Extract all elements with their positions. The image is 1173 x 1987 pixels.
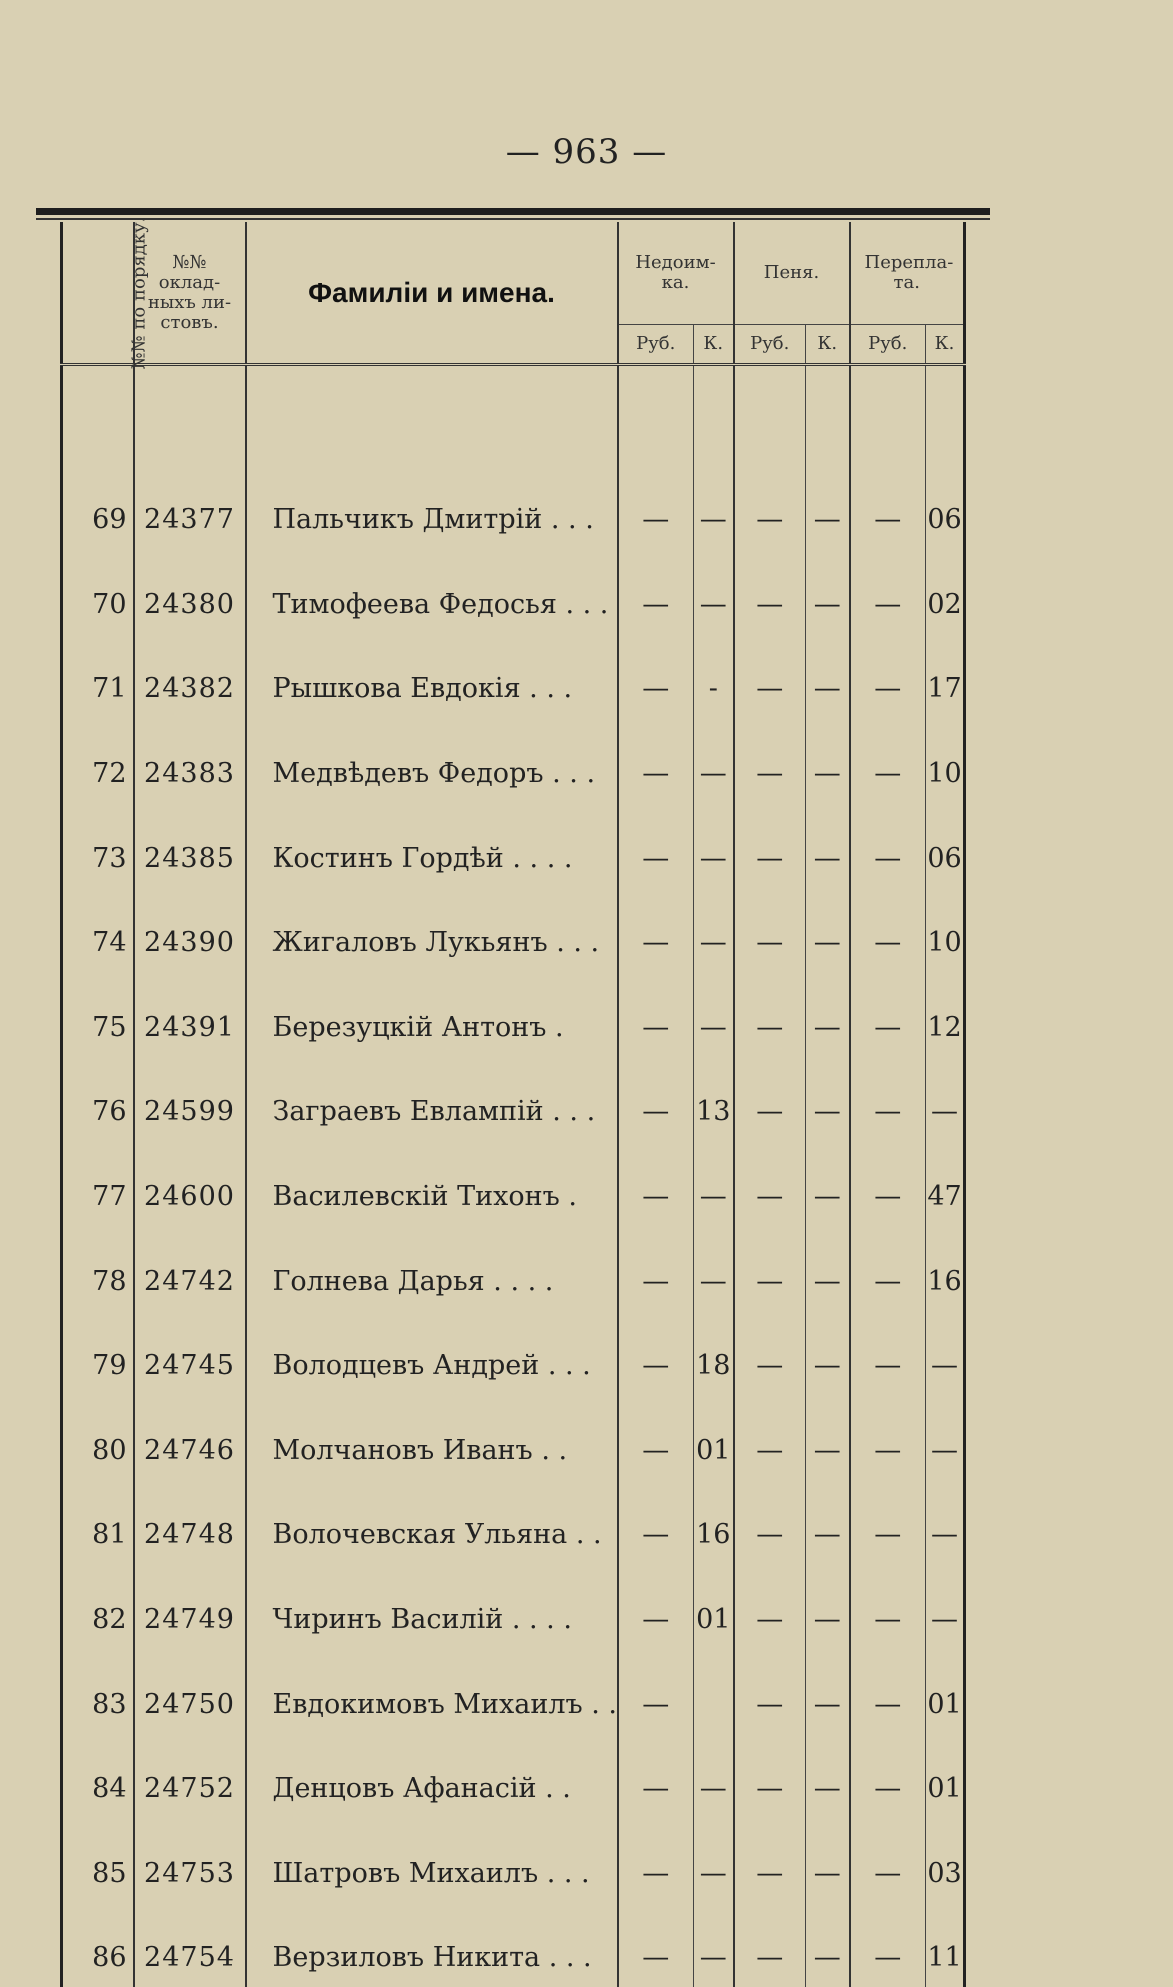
person-name: Костинъ Гордѣй . . . . — [246, 803, 618, 888]
row-number: 85 — [62, 1818, 134, 1903]
sheet-number: 24380 — [134, 549, 246, 634]
arrears-kop: — — [694, 465, 734, 550]
arrears-rub: — — [618, 634, 694, 719]
header-sheet-no — [134, 222, 246, 365]
penalty-kop: — — [806, 1226, 850, 1311]
arrears-kop: — — [694, 1818, 734, 1903]
penalty-rub: — — [734, 1311, 806, 1396]
arrears-rub: — — [618, 972, 694, 1057]
table-row — [62, 1480, 965, 1565]
arrears-kop: — — [694, 549, 734, 634]
table-row — [62, 1734, 965, 1819]
person-name: Денцовъ Афанасій . . — [246, 1734, 618, 1819]
arrears-rub: — — [618, 1141, 694, 1226]
penalty-rub: — — [734, 803, 806, 888]
arrears-rub: — — [618, 1226, 694, 1311]
person-name: Медвѣдевъ Федоръ . . . — [246, 718, 618, 803]
overpayment-kop: 01 — [926, 1734, 965, 1819]
header-order-no-label: №№ по порядку. — [128, 216, 150, 369]
header-names: Фамиліи и имена. — [246, 222, 618, 365]
arrears-kop: — — [694, 803, 734, 888]
table-row — [62, 634, 965, 719]
penalty-kop: — — [806, 465, 850, 550]
header-arrears: Недоим-ка. — [618, 222, 734, 325]
penalty-kop: — — [806, 634, 850, 719]
overpayment-rub: — — [850, 1564, 926, 1649]
arrears-rub: — — [618, 1903, 694, 1987]
overpayment-rub: — — [850, 1057, 926, 1142]
person-name: Жигаловъ Лукьянъ . . . — [246, 888, 618, 973]
arrears-rub: — — [618, 1395, 694, 1480]
overpayment-kop: — — [926, 1311, 965, 1396]
penalty-rub: — — [734, 1395, 806, 1480]
header-penalty-kop: К. — [806, 325, 850, 365]
overpayment-rub: — — [850, 888, 926, 973]
arrears-rub: — — [618, 718, 694, 803]
penalty-kop: — — [806, 1141, 850, 1226]
arrears-kop: — — [694, 1226, 734, 1311]
penalty-rub: — — [734, 1818, 806, 1903]
row-number: 71 — [62, 634, 134, 719]
overpayment-kop: 03 — [926, 1818, 965, 1903]
person-name: Пальчикъ Дмитрій . . . — [246, 465, 618, 550]
overpayment-rub: — — [850, 718, 926, 803]
overpayment-rub: — — [850, 1480, 926, 1565]
table-row — [62, 1141, 965, 1226]
person-name: Заграевъ Евлампій . . . — [246, 1057, 618, 1142]
row-number: 69 — [62, 465, 134, 550]
table-row — [62, 549, 965, 634]
person-name: Волочевская Ульяна . . — [246, 1480, 618, 1565]
overpayment-rub: — — [850, 1903, 926, 1987]
person-name: Голнева Дарья . . . . — [246, 1226, 618, 1311]
header-penalty: Пеня. — [734, 222, 850, 325]
overpayment-kop: 10 — [926, 718, 965, 803]
overpayment-kop: 47 — [926, 1141, 965, 1226]
overpayment-rub: — — [850, 1818, 926, 1903]
penalty-kop: — — [806, 1818, 850, 1903]
table-row — [62, 1649, 965, 1734]
person-name: Володцевъ Андрей . . . — [246, 1311, 618, 1396]
penalty-rub: — — [734, 1226, 806, 1311]
sheet-number: 24390 — [134, 888, 246, 973]
penalty-rub: — — [734, 549, 806, 634]
arrears-kop: 16 — [694, 1480, 734, 1565]
overpayment-kop: 11 — [926, 1903, 965, 1987]
penalty-rub: — — [734, 1564, 806, 1649]
row-number: 73 — [62, 803, 134, 888]
arrears-kop: 01 — [694, 1564, 734, 1649]
arrears-kop — [694, 1649, 734, 1734]
overpayment-rub: — — [850, 1395, 926, 1480]
overpayment-rub: — — [850, 972, 926, 1057]
penalty-kop: — — [806, 718, 850, 803]
arrears-rub: — — [618, 1818, 694, 1903]
overpayment-kop: 16 — [926, 1226, 965, 1311]
sheet-number: 24745 — [134, 1311, 246, 1396]
overpayment-kop: 17 — [926, 634, 965, 719]
header-arrears-rub: Руб. — [618, 325, 694, 365]
overpayment-kop: 02 — [926, 549, 965, 634]
person-name: Шатровъ Михаилъ . . . — [246, 1818, 618, 1903]
penalty-kop: — — [806, 1395, 850, 1480]
arrears-kop: — — [694, 888, 734, 973]
overpayment-kop: 06 — [926, 465, 965, 550]
penalty-rub: — — [734, 1057, 806, 1142]
top-rule-thin — [36, 218, 990, 220]
penalty-kop: — — [806, 803, 850, 888]
arrears-rub: — — [618, 1734, 694, 1819]
person-name: Чиринъ Василій . . . . — [246, 1564, 618, 1649]
table-row — [62, 1057, 965, 1142]
arrears-kop: — — [694, 718, 734, 803]
row-number: 74 — [62, 888, 134, 973]
row-number: 82 — [62, 1564, 134, 1649]
penalty-rub: — — [734, 1903, 806, 1987]
row-number: 83 — [62, 1649, 134, 1734]
overpayment-kop: 10 — [926, 888, 965, 973]
row-number: 70 — [62, 549, 134, 634]
header-overpayment-kop: К. — [926, 325, 965, 365]
overpayment-kop: — — [926, 1480, 965, 1565]
table-header — [62, 216, 965, 380]
overpayment-rub: — — [850, 1734, 926, 1819]
arrears-kop: — — [694, 1734, 734, 1819]
row-number: 86 — [62, 1903, 134, 1987]
sheet-number: 24750 — [134, 1649, 246, 1734]
penalty-rub: — — [734, 1734, 806, 1819]
overpayment-rub: — — [850, 1649, 926, 1734]
table-row — [62, 803, 965, 888]
person-name: Евдокимовъ Михаилъ . . — [246, 1649, 618, 1734]
penalty-rub: — — [734, 972, 806, 1057]
sheet-number: 24377 — [134, 465, 246, 550]
penalty-rub: — — [734, 1141, 806, 1226]
table-row — [62, 1818, 965, 1903]
arrears-rub: — — [618, 1311, 694, 1396]
header-overpayment: Перепла-та. — [850, 222, 965, 325]
penalty-kop: — — [806, 1311, 850, 1396]
ledger-table — [60, 216, 966, 1987]
arrears-kop: 18 — [694, 1311, 734, 1396]
overpayment-kop: 06 — [926, 803, 965, 888]
arrears-kop: — — [694, 1141, 734, 1226]
penalty-rub: — — [734, 1649, 806, 1734]
sheet-number: 24742 — [134, 1226, 246, 1311]
person-name: Тимофеева Федосья . . . — [246, 549, 618, 634]
person-name: Верзиловъ Никита . . . — [246, 1903, 618, 1987]
row-number: 78 — [62, 1226, 134, 1311]
table-row — [62, 1903, 965, 1987]
row-number: 75 — [62, 972, 134, 1057]
table-row — [62, 1226, 965, 1311]
person-name: Василевскій Тихонъ . — [246, 1141, 618, 1226]
spacer-row — [62, 380, 965, 465]
arrears-rub: — — [618, 1480, 694, 1565]
penalty-rub: — — [734, 465, 806, 550]
row-number: 79 — [62, 1311, 134, 1396]
arrears-kop: — — [694, 1903, 734, 1987]
row-number: 72 — [62, 718, 134, 803]
header-arrears-kop: К. — [694, 325, 734, 365]
penalty-rub: — — [734, 888, 806, 973]
penalty-kop: — — [806, 1734, 850, 1819]
overpayment-kop: 01 — [926, 1649, 965, 1734]
penalty-rub: — — [734, 634, 806, 719]
overpayment-rub: — — [850, 549, 926, 634]
overpayment-kop: — — [926, 1564, 965, 1649]
header-sheet-no-label: №№ оклад-ныхъ ли-стовъ. — [147, 251, 232, 333]
top-rule — [36, 208, 990, 215]
table-row — [62, 1311, 965, 1396]
sheet-number: 24749 — [134, 1564, 246, 1649]
arrears-rub: — — [618, 1649, 694, 1734]
table-row — [62, 1564, 965, 1649]
person-name: Молчановъ Иванъ . . — [246, 1395, 618, 1480]
overpayment-kop: 12 — [926, 972, 965, 1057]
row-number: 81 — [62, 1480, 134, 1565]
penalty-kop: — — [806, 972, 850, 1057]
table-row — [62, 718, 965, 803]
sheet-number: 24748 — [134, 1480, 246, 1565]
penalty-rub: — — [734, 1480, 806, 1565]
table-row — [62, 972, 965, 1057]
penalty-kop: — — [806, 549, 850, 634]
sheet-number: 24746 — [134, 1395, 246, 1480]
penalty-kop: — — [806, 1480, 850, 1565]
penalty-kop: — — [806, 888, 850, 973]
arrears-kop: — — [694, 972, 734, 1057]
sheet-number: 24382 — [134, 634, 246, 719]
table-row — [62, 465, 965, 550]
sheet-number: 24383 — [134, 718, 246, 803]
person-name: Рышкова Евдокія . . . — [246, 634, 618, 719]
page-number: — 963 — — [505, 132, 668, 172]
penalty-kop: — — [806, 1649, 850, 1734]
arrears-rub: — — [618, 803, 694, 888]
arrears-rub: — — [618, 465, 694, 550]
sheet-number: 24600 — [134, 1141, 246, 1226]
arrears-kop: 13 — [694, 1057, 734, 1142]
arrears-kop: 01 — [694, 1395, 734, 1480]
overpayment-rub: — — [850, 1226, 926, 1311]
arrears-rub: — — [618, 888, 694, 973]
header-penalty-rub: Руб. — [734, 325, 806, 365]
sheet-number: 24753 — [134, 1818, 246, 1903]
table-body — [62, 380, 965, 1987]
header-order-no — [62, 216, 150, 369]
overpayment-rub: — — [850, 1141, 926, 1226]
overpayment-rub: — — [850, 803, 926, 888]
sheet-number: 24385 — [134, 803, 246, 888]
header-overpayment-rub: Руб. — [850, 325, 926, 365]
overpayment-kop: — — [926, 1395, 965, 1480]
arrears-kop: - — [694, 634, 734, 719]
arrears-rub: — — [618, 1057, 694, 1142]
penalty-kop: — — [806, 1057, 850, 1142]
penalty-kop: — — [806, 1903, 850, 1987]
sheet-number: 24752 — [134, 1734, 246, 1819]
arrears-rub: — — [618, 549, 694, 634]
arrears-rub: — — [618, 1564, 694, 1649]
row-number: 77 — [62, 1141, 134, 1226]
sheet-number: 24754 — [134, 1903, 246, 1987]
sheet-number: 24391 — [134, 972, 246, 1057]
row-number: 80 — [62, 1395, 134, 1480]
table-row — [62, 1395, 965, 1480]
row-number: 84 — [62, 1734, 134, 1819]
overpayment-rub: — — [850, 465, 926, 550]
penalty-kop: — — [806, 1564, 850, 1649]
penalty-rub: — — [734, 718, 806, 803]
overpayment-rub: — — [850, 1311, 926, 1396]
sheet-number: 24599 — [134, 1057, 246, 1142]
overpayment-kop: — — [926, 1057, 965, 1142]
row-number: 76 — [62, 1057, 134, 1142]
person-name: Березуцкій Антонъ . — [246, 972, 618, 1057]
overpayment-rub: — — [850, 634, 926, 719]
table-row — [62, 888, 965, 973]
